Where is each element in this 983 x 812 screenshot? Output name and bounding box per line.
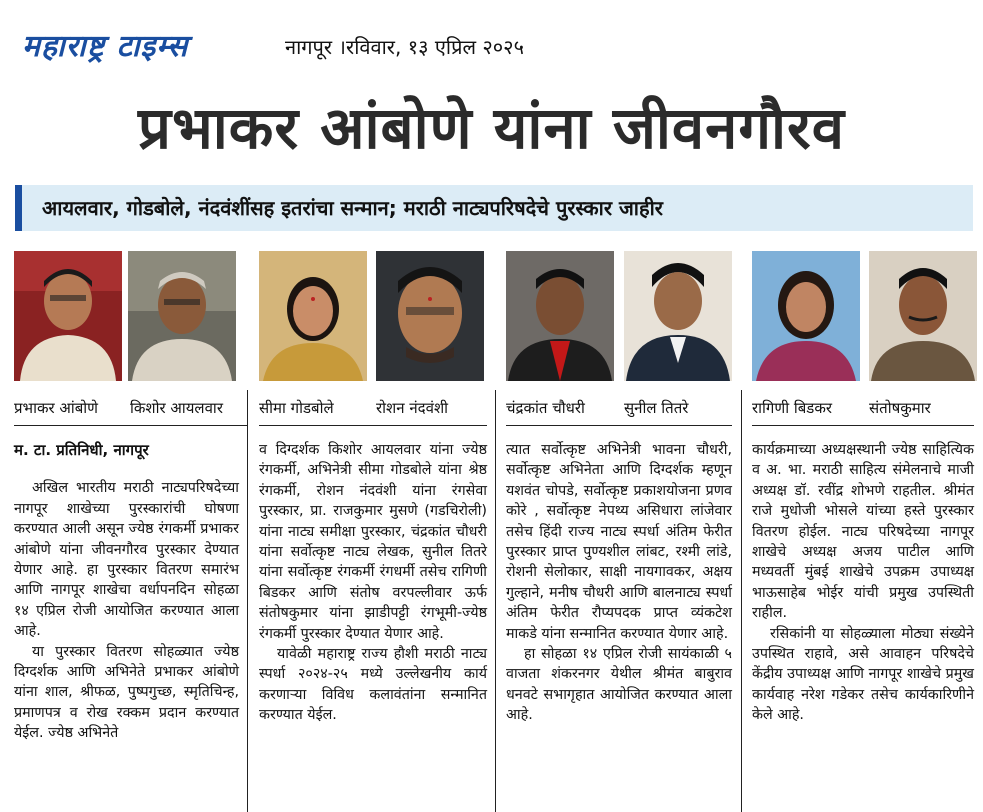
column-divider [495, 390, 496, 812]
photo-sunil-titre [624, 251, 732, 381]
photo-santoshkumar [869, 251, 977, 381]
column-divider [247, 390, 248, 812]
paragraph: हा सोहळा १४ एप्रिल रोजी सायंकाळी ५ वाजता शंकरनगर येथील श्रीमंत बाबुराव धनवटे सभागृहात आयोजित करण्यात आला आहे. [506, 646, 732, 724]
photo-prabhakar-ambone [14, 251, 122, 381]
photo-ragini-bidkar [752, 251, 860, 381]
byline: म. टा. प्रतिनिधी, नागपूर [14, 441, 149, 459]
photo-kishor-ayalwar [128, 251, 236, 381]
paragraph: यावेळी महाराष्ट्र राज्य हौशी मराठी नाट्य स्पर्धा २०२४-२५ मध्ये उल्लेखनीय कार्य करणाऱ्या विविध कलावंतांना सन्मानित करण्यात येईल. [259, 646, 487, 724]
caption-chandrakant-chaudhari: चंद्रकांत चौधरी [506, 399, 585, 417]
caption-rule [506, 425, 732, 426]
paragraph: अखिल भारतीय मराठी नाट्यपरिषदेच्या नागपूर शाखेच्या पुरस्कारांची घोषणा करण्यात आली असून ज्येष्ठ रंगकर्मी प्रभाकर आंबोणे यांना जीवनगौरव पुरस्कार देण्यात येणार आहे. हा पुरस्कार वितरण समारंभ आणि नागपूर शाखेचा वर्धापनदिन सोहळा १४ एप्रिल रोजी आयोजित करण्यात आला आहे. [14, 480, 239, 640]
photo-chandrakant-chaudhari [506, 251, 614, 381]
paragraph: कार्यक्रमाच्या अध्यक्षस्थानी ज्येष्ठ साहित्यिक व अ. भा. मराठी साहित्य संमेलनाचे माजी अध्यक्ष डॉ. रवींद्र शोभणे राहतील. श्रीमंत राजे मुधोजी भोसले यांच्या हस्ते पुरस्कार वितरण होईल. नाट्य परिषदेच्या नागपूर शाखेचे अध्यक्ष अजय पाटील आणि मध्यवर्ती मुंबई शाखेचे उपक्रम उपाध्यक्ष भाऊसाहेब भोईर यांची प्रमुख उपस्थिती राहील. [752, 442, 974, 622]
caption-ragini-bidkar: रागिणी बिडकर [752, 399, 832, 417]
caption-sunil-titre: सुनील तितरे [624, 399, 689, 417]
photo-seema-godbole [259, 251, 367, 381]
column-divider [741, 390, 742, 812]
masthead-logo: महाराष्ट्र टाइम्स [22, 29, 189, 64]
paragraph: व दिग्दर्शक किशोर आयलवार यांना ज्येष्ठ रंगकर्मी, अभिनेत्री सीमा गोडबोले यांना श्रेष्ठ रंगकर्मी, रोशन नंदवंशी यांना रंगसेवा पुरस्कार, प्रा. राजकुमार मुसणे (गडचिरोली) यांना नाट्य समीक्षा पुरस्कार, चंद्रकांत चौधरी यांना सर्वोत्कृष्ट नाट्य लेखक, सुनील तितरे यांना सर्वोत्कृष्ट रंगकर्मी रंगधर्मी तसेच रागिणी बिडकर आणि संतोष वरपल्लीवार ऊर्फ संतोषकुमार यांना झाडीपट्टी रंगभूमी-ज्येष्ठ रंगकर्मी पुरस्कार देण्यात येणार आहे. [259, 442, 487, 642]
paragraph: या पुरस्कार वितरण सोहळ्यात ज्येष्ठ दिग्दर्शक आणि अभिनेते प्रभाकर आंबोणे यांना शाल, श्रीफळ, पुष्पगुच्छ, स्मृतिचिन्ह, प्रमाणपत्र व रोख रक्कम प्रदान करण्यात येईल. ज्येष्ठ अभिनेते [14, 643, 239, 742]
paragraph: रसिकांनी या सोहळ्याला मोठ्या संख्येने उपस्थित राहावे, असे आवाहन परिषदेचे केंद्रीय उपाध्यक्ष आणि नागपूर शाखेचे प्रमुख कार्यवाह नरेश गडेकर तसेच कार्यकारिणीने केले आहे. [752, 625, 974, 724]
caption-santoshkumar: संतोषकुमार [869, 399, 931, 417]
photo-roshan-nandvanshi [376, 251, 484, 381]
dateline: नागपूर ।रविवार, १३ एप्रिल २०२५ [285, 35, 524, 59]
subheadline-bar [15, 185, 973, 231]
caption-rule [14, 425, 247, 426]
caption-seema-godbole: सीमा गोडबोले [259, 399, 334, 417]
caption-kishor-ayalwar: किशोर आयलवार [130, 399, 223, 417]
caption-rule [752, 425, 974, 426]
caption-rule [259, 425, 487, 426]
article-column-4 [752, 440, 974, 726]
caption-prabhakar-ambone: प्रभाकर आंबोणे [14, 399, 99, 417]
paragraph: त्यात सर्वोत्कृष्ट अभिनेत्री भावना चौधरी, सर्वोत्कृष्ट अभिनेता आणि दिग्दर्शक म्हणून यशवंत चोपडे, सर्वोत्कृष्ट प्रकाशयोजना प्रणव कोरे , सर्वोत्कृष्ट नेपथ्य असिधारा लांजेवार तसेच हिंदी राज्य नाट्य स्पर्धा अंतिम फेरीत पुरस्कार प्राप्त पुण्यशील लांबट, रश्मी लांडे, रोशनी सेलोकार, साक्षी नायगावकर, अक्षय गुल्हाने, मनीष चौधरी आणि बालनाट्य स्पर्धा अंतिम फेरीत रौप्यपदक प्राप्त व्यंकटेश माकडे यांना सन्मानित करण्यात येणार आहे. [506, 442, 732, 642]
headline: प्रभाकर आंबोणे यांना जीवनगौरव [137, 94, 845, 162]
article-column-3 [506, 440, 732, 726]
article-column-2 [259, 440, 487, 726]
caption-roshan-nandvanshi: रोशन नंदवंशी [376, 399, 449, 417]
article-column-1 [14, 440, 239, 744]
subheadline: आयलवार, गोडबोले, नंदवंशींसह इतरांचा सन्मान; मराठी नाट्यपरिषदेचे पुरस्कार जाहीर [42, 196, 663, 220]
